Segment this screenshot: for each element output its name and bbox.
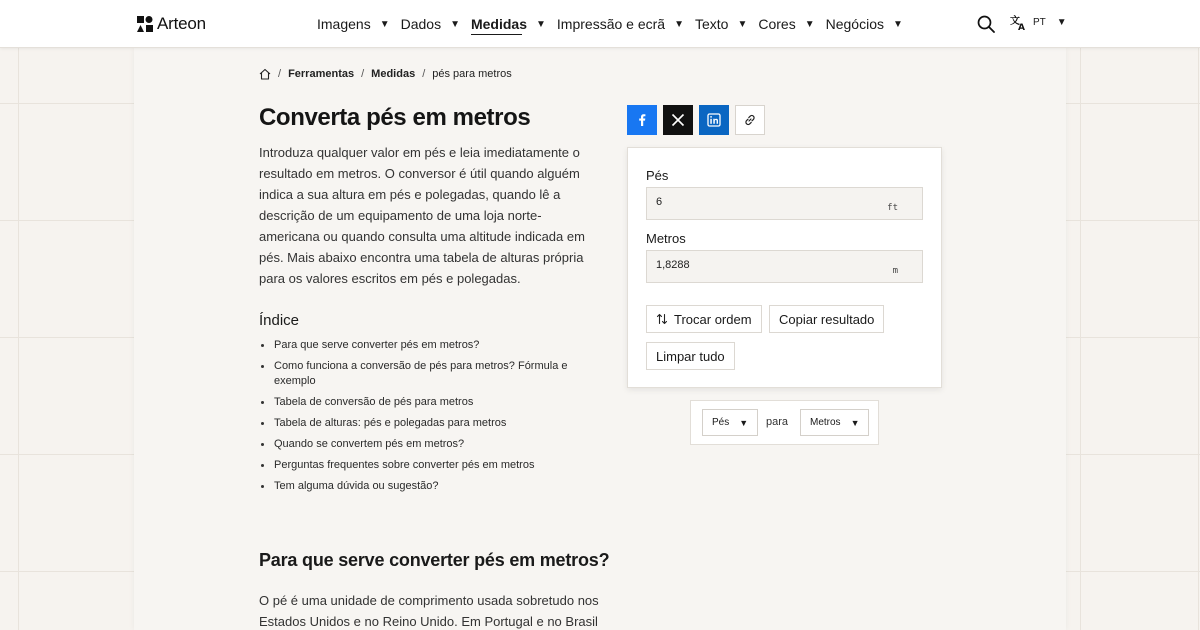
to-unit-select[interactable] (800, 409, 869, 436)
nav-item-dados[interactable] (401, 0, 460, 48)
table-of-contents (259, 338, 579, 500)
converter-panel (627, 147, 942, 388)
site-header (0, 0, 1200, 48)
nav-label: Texto (694, 16, 729, 32)
language-code: PT (1033, 17, 1046, 28)
nav-label: Impressão e ecrã (556, 16, 666, 32)
linkedin-icon (707, 113, 721, 127)
caret-down-icon: ▼ (850, 417, 860, 428)
from-label: Pés (646, 168, 669, 183)
from-field[interactable] (646, 187, 923, 220)
toc-item[interactable]: Para que serve converter pés em metros? (259, 338, 579, 353)
caret-down-icon: ▼ (536, 18, 546, 30)
from-unit-select-value: Pés (712, 417, 730, 428)
breadcrumb-separator: / (361, 68, 365, 80)
from-unit-select[interactable] (702, 409, 758, 436)
share-facebook-button[interactable] (627, 105, 657, 135)
copy-result-label: Copiar resultado (779, 311, 875, 327)
breadcrumb-ferramentas[interactable]: Ferramentas (288, 68, 355, 80)
swap-vertical-icon (656, 313, 668, 325)
to-label: Metros (646, 231, 686, 246)
breadcrumb-separator: / (278, 68, 282, 80)
svg-text:A: A (1018, 23, 1025, 31)
toc-item[interactable]: Tabela de conversão de pés para metros (259, 395, 579, 410)
toc-item[interactable]: Perguntas frequentes sobre converter pés em metros (259, 458, 579, 473)
share-buttons (627, 105, 765, 135)
nav-item-impressao[interactable] (557, 0, 684, 48)
main-content (134, 48, 1066, 630)
caret-down-icon: ▼ (893, 18, 903, 30)
logo-icon (137, 16, 153, 32)
link-icon (743, 113, 757, 127)
main-nav (317, 0, 914, 48)
to-unit: m (892, 266, 898, 276)
from-unit: ft (887, 203, 898, 213)
breadcrumb-medidas[interactable]: Medidas (371, 68, 416, 80)
translate-icon (1010, 14, 1027, 31)
to-unit-select-value: Metros (810, 417, 841, 428)
nav-label: Imagens (317, 16, 371, 32)
caret-down-icon: ▼ (1056, 17, 1067, 28)
home-icon[interactable] (259, 68, 271, 80)
brand-logo[interactable] (137, 14, 206, 34)
toc-item[interactable]: Como funciona a conversão de pés para metros? Fórmula e exemplo (259, 359, 579, 389)
clear-all-button[interactable] (646, 342, 735, 370)
caret-down-icon: ▼ (804, 18, 815, 30)
caret-down-icon: ▼ (450, 18, 460, 30)
breadcrumb-current: pés para metros (432, 68, 512, 80)
nav-label: Cores (758, 16, 796, 32)
brand-name: Arteon (157, 14, 206, 33)
share-x-button[interactable] (663, 105, 693, 135)
swap-order-button[interactable] (646, 305, 762, 333)
copy-result-button[interactable] (769, 305, 884, 333)
breadcrumb (259, 68, 512, 80)
nav-item-cores[interactable] (758, 0, 814, 48)
unit-selector-bar (690, 400, 879, 445)
toc-item[interactable]: Tem alguma dúvida ou sugestão? (259, 479, 579, 494)
nav-label: Medidas (470, 16, 527, 32)
toc-item[interactable]: Tabela de alturas: pés e polegadas para metros (259, 416, 579, 431)
clear-all-label: Limpar tudo (656, 348, 725, 364)
to-field[interactable] (646, 250, 923, 283)
unit-connector: para (766, 416, 789, 428)
search-icon[interactable] (977, 15, 995, 33)
toc-item[interactable]: Quando se convertem pés em metros? (259, 437, 579, 452)
nav-item-texto[interactable] (695, 0, 747, 48)
nav-item-medidas[interactable] (471, 0, 546, 48)
section-title: Para que serve converter pés em metros? (259, 550, 610, 570)
page-title: Converta pés em metros (259, 104, 531, 131)
section-text: O pé é uma unidade de comprimento usada sobretudo nos Estados Unidos e no Reino Unido. Em Portugal e no Brasil (259, 593, 599, 629)
caret-down-icon: ▼ (674, 18, 684, 30)
copy-link-button[interactable] (735, 105, 765, 135)
caret-down-icon: ▼ (379, 18, 390, 30)
swap-order-label: Trocar ordem (674, 311, 752, 327)
x-icon (671, 113, 685, 127)
caret-down-icon: ▼ (739, 417, 749, 428)
feet-input[interactable] (647, 188, 922, 219)
nav-label: Dados (400, 16, 442, 32)
facebook-icon (635, 113, 649, 127)
nav-item-imagens[interactable] (317, 0, 390, 48)
breadcrumb-separator: / (422, 68, 426, 80)
language-selector[interactable] (1010, 14, 1067, 31)
intro-text: Introduza qualquer valor em pés e leia imediatamente o resultado em metros. O conversor é útil quando alguém indica a sua altura em pés e polegadas, quando lê a descrição de um equipamento de uma loja norte-americana ou quando consulta uma altitude indicada em pés. Mais abaixo encontra uma tabela de alturas própria para os valores escritos em pés e polegadas. (259, 145, 585, 286)
nav-item-negocios[interactable] (826, 0, 903, 48)
share-linkedin-button[interactable] (699, 105, 729, 135)
toc-title: Índice (259, 312, 300, 329)
caret-down-icon: ▼ (737, 18, 748, 30)
svg-text:文: 文 (1010, 16, 1020, 27)
meters-input[interactable] (647, 251, 922, 282)
nav-label: Negócios (825, 16, 884, 32)
